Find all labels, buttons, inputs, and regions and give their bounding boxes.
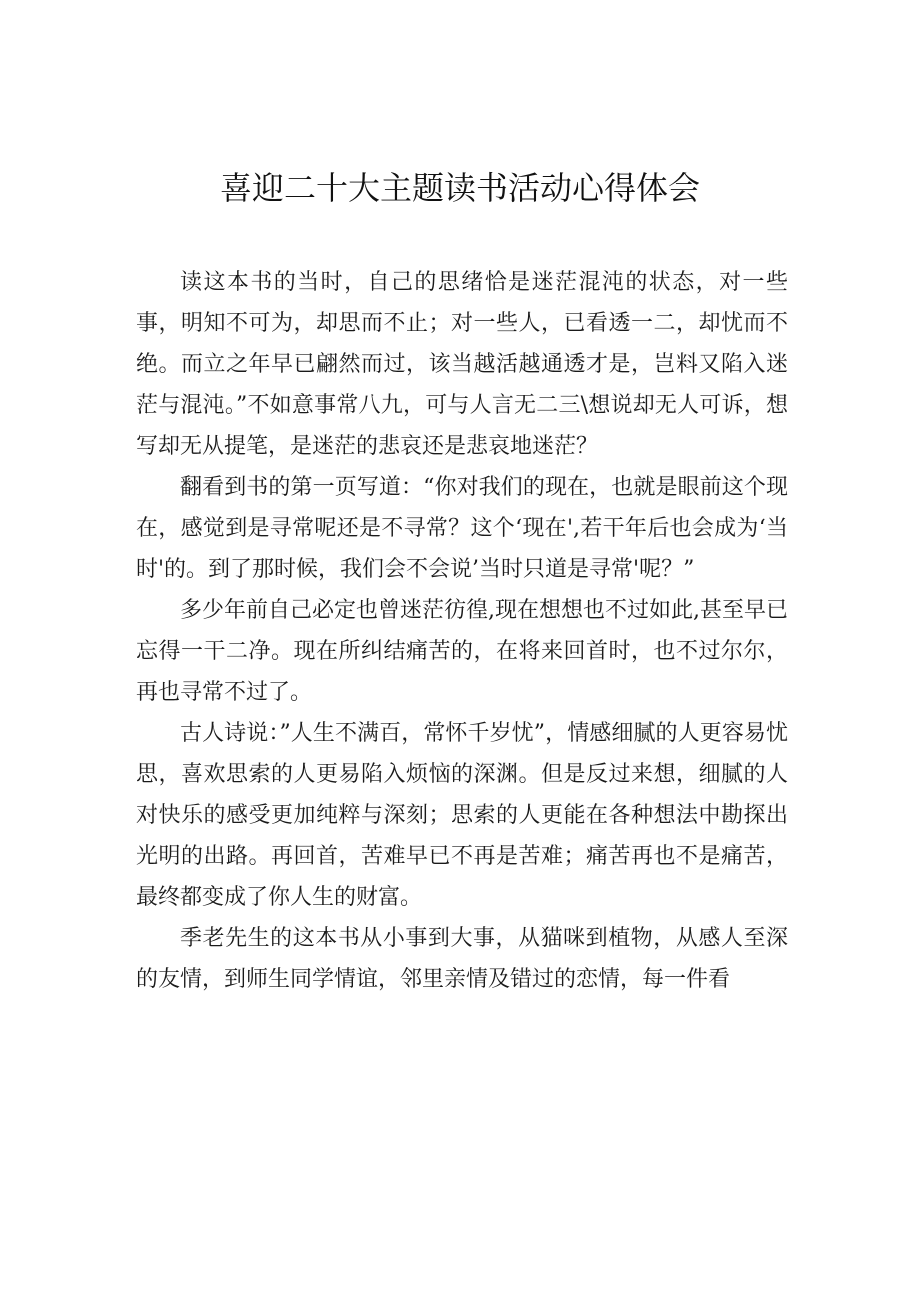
paragraph: 古人诗说：”人生不满百，常怀千岁忧”，情感细腻的人更容易忧思，喜欢思索的人更易陷入烦恼的深渊。但是反过来想，细腻的人对快乐的感受更加纯粹与深刻；思索的人更能在各种想法中勘探出光明的出路。再回首，苦难早已不再是苦难；痛苦再也不是痛苦，最终都变成了你人生的财富。	[136, 721, 788, 910]
paragraph: 翻看到书的第一页写道：“你对我们的现在，也就是眼前这个现在，感觉到是寻常呢还是不寻常？这个‘现在',若干年后也会成为‘当时'的。到了那时候，我们会不会说’当时只道是寻常'呢？”	[136, 475, 788, 582]
paragraph: 多少年前自己必定也曾迷茫彷徨,现在想想也不过如此,甚至早已忘得一干二净。现在所纠结痛苦的，在将来回首时，也不过尔尔，再也寻常不过了。	[136, 598, 788, 705]
paragraph: 季老先生的这本书从小事到大事，从猫咪到植物，从感人至深的友情，到师生同学情谊，邻里亲情及错过的恋情，每一件看	[136, 926, 788, 992]
document-title: 喜迎二十大主题读书活动心得体会	[219, 169, 700, 207]
paragraph: 读这本书的当时，自己的思绪恰是迷茫混沌的状态，对一些事，明知不可为，却思而不止；对一些人，已看透一二，却忧而不绝。而立之年早已翩然而过，该当越活越通透才是，岂料又陷入迷茫与混沌。”不如意事常八九，可与人言无二三\想说却无人可诉，想写却无从提笔，是迷茫的悲哀还是悲哀地迷茫？	[136, 270, 788, 459]
document-body	[136, 262, 788, 1000]
